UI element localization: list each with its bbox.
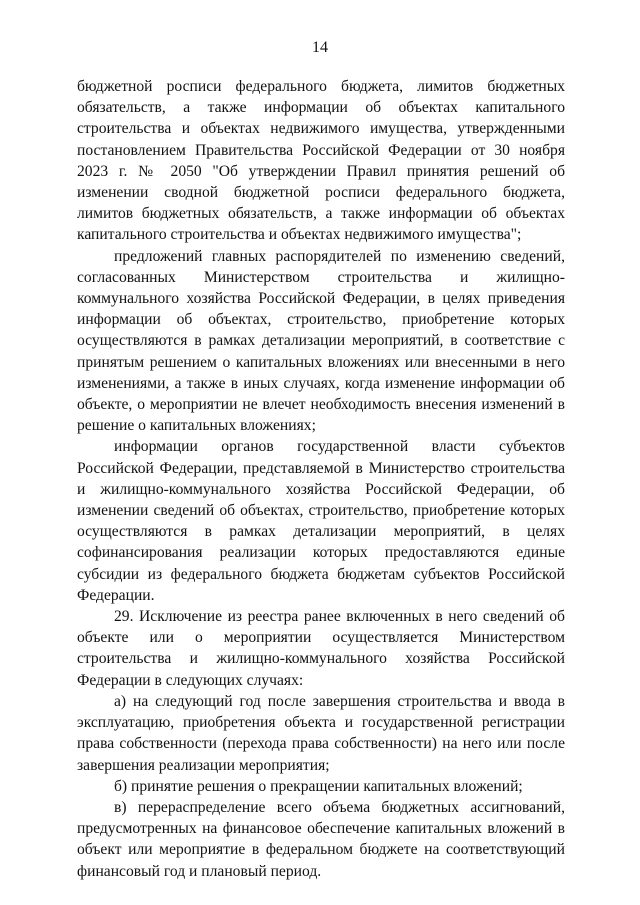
document-body (77, 76, 565, 882)
paragraph-clause-29: 29. Исключение из реестра ранее включенных в него сведений об объекте или о мероприятии осуществляется Министерством строительства и жилищно-коммунального хозяйства Российской Федерации в следующих случаях: (77, 608, 565, 689)
paragraph-item-b: б) принятие решения о прекращении капитальных вложений; (114, 777, 523, 795)
page-number: 14 (312, 39, 328, 56)
paragraph-1: бюджетной росписи федерального бюджета, лимитов бюджетных обязательств, а также информации об объектах капитального строительства и объектах недвижимого имущества, утвержденными постановлением Правительства Российской Федерации от 30 ноября 2023 г. № 2050 "Об утверждении Правил принятия решений об изменении сводной бюджетной росписи федерального бюджета, лимитов бюджетных обязательств, а также информации об объектах капитального строительства и объектах недвижимого имущества"; (77, 78, 565, 244)
paragraph-3: информации органов государственной власти субъектов Российской Федерации, представляемой в Министерство строительства и жилищно-коммунального хозяйства Российской Федерации, об изменении сведений об объектах, строительство, приобретение которых осуществляются в рамках детализации мероприятий, в целях софинансирования реализации которых предоставляются единые субсидии из федерального бюджета бюджетам субъектов Российской Федерации. (77, 438, 565, 604)
paragraph-item-c: в) перераспределение всего объема бюджетных ассигнований, предусмотренных на финансовое обеспечение капитальных вложений в объект или мероприятие в федеральном бюджете на соответствующий финансовый год и плановый период. (77, 798, 565, 880)
paragraph-2: предложений главных распорядителей по изменению сведений, согласованных Министерством строительства и жилищно-коммунального хозяйства Российской Федерации, в целях приведения информации об объектах, строительство, приобретение которых осуществляются в рамках детализации мероприятий, в соответствие с принятым решением о капитальных вложениях или внесенными в него изменениями, а также в иных случаях, когда изменение информации об объекте, о мероприятии не влечет необходимость внесения изменений в решение о капитальных вложениях; (77, 247, 565, 435)
paragraph-item-a: а) на следующий год после завершения строительства и ввода в эксплуатацию, приобретения объекта и государственной регистрации права собственности (перехода права собственности) на него или после завершения реализации мероприятия; (77, 692, 565, 774)
